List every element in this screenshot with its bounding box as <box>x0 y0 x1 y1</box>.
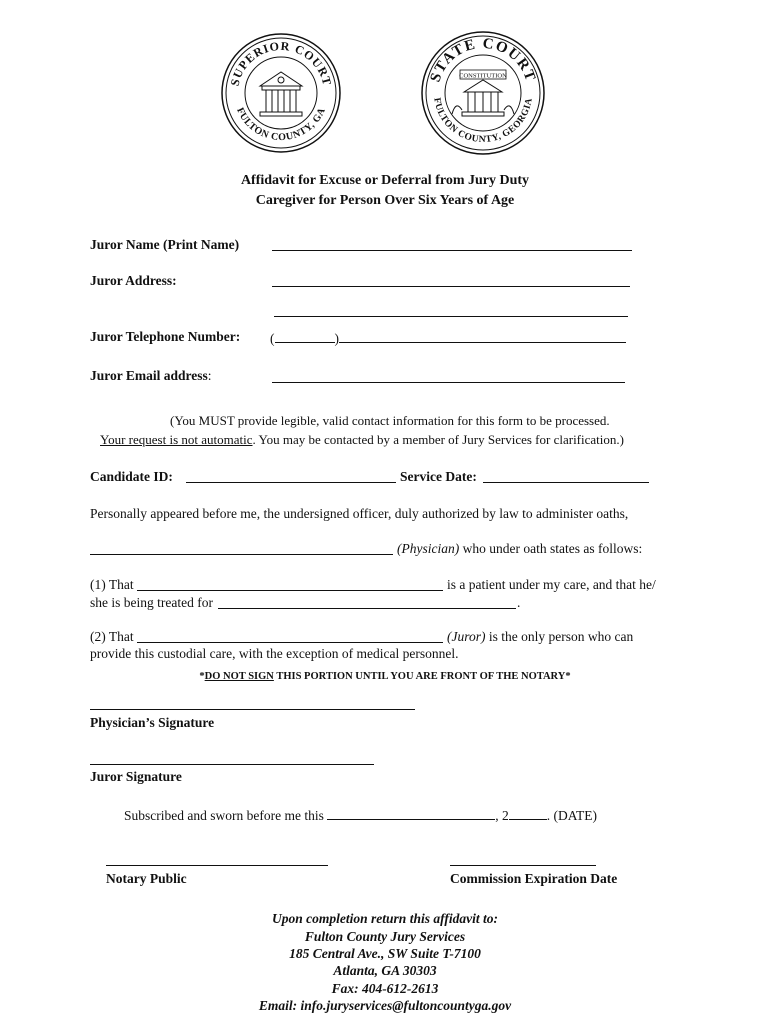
juror-address-field-2[interactable] <box>274 304 628 322</box>
item-2-prefix: (2) That <box>90 629 134 644</box>
footer-line-4: Atlanta, GA 30303 <box>333 963 437 978</box>
notice-line-1: (You MUST provide legible, valid contact information for this form to be processed. <box>170 413 610 428</box>
physician-italic: (Physician) <box>397 541 460 556</box>
sworn-day-field[interactable] <box>327 807 495 820</box>
item-2-line-2: provide this custodial care, with the exception of medical personnel. <box>90 646 459 661</box>
juror-signature-label: Juror Signature <box>90 769 182 784</box>
state-seal-top-text: STATE COURT <box>427 35 539 85</box>
warning-do-not-sign: DO NOT SIGN <box>204 671 274 682</box>
juror-signature-line[interactable] <box>90 752 374 770</box>
juror-phone-field[interactable] <box>270 330 626 347</box>
title-line-1: Affidavit for Excuse or Deferral from Jury Duty <box>240 173 530 188</box>
physician-rest: who under oath states as follows: <box>459 541 643 556</box>
physician-signature-label: Physician’s Signature <box>90 715 215 730</box>
juror-email-field[interactable] <box>272 370 625 388</box>
item-1-prefix: (1) That <box>90 577 134 592</box>
item-1-period: . <box>517 595 521 610</box>
juror-phone-label: Juror Telephone Number: <box>90 329 241 344</box>
physician-statement <box>397 541 642 557</box>
physician-signature-line[interactable] <box>90 697 415 715</box>
physician-name-field[interactable] <box>90 542 393 560</box>
patient-name-field[interactable] <box>137 578 443 596</box>
commission-date-line[interactable] <box>450 853 596 871</box>
sworn-prefix: Subscribed and sworn before me this <box>124 808 324 823</box>
sworn-year-field[interactable] <box>509 807 547 820</box>
juror-address-field-1[interactable] <box>272 274 630 292</box>
footer-line-3: 185 Central Ave., SW Suite T-7100 <box>289 946 481 961</box>
sworn-mid: , 2 <box>495 808 509 823</box>
phone-close-paren: ) <box>334 331 339 346</box>
candidate-id-field[interactable] <box>186 470 396 488</box>
title-line-2: Caregiver for Person Over Six Years of Age <box>255 193 515 208</box>
warning-star: * <box>199 671 205 682</box>
superior-court-seal-graphic <box>220 32 342 154</box>
item-1-suffix: is a patient under my care, and that he/ <box>447 577 656 592</box>
candidate-id-label: Candidate ID: <box>90 469 173 484</box>
notary-warning <box>0 671 770 682</box>
service-date-label: Service Date: <box>400 469 477 484</box>
superior-court-seal <box>220 32 342 154</box>
juror-email-colon: : <box>207 368 212 383</box>
juror-email-label <box>90 368 212 384</box>
juror-address-label: Juror Address: <box>90 273 177 288</box>
state-seal-banner: CONSTITUTION <box>459 72 507 80</box>
sworn-end: . (DATE) <box>546 808 597 823</box>
notary-public-label: Notary Public <box>106 871 187 886</box>
juror-name-field[interactable] <box>272 238 632 256</box>
notice-line-2 <box>100 432 624 448</box>
footer-line-1: Upon completion return this affidavit to: <box>272 911 498 926</box>
sworn-statement <box>124 807 597 824</box>
state-court-seal <box>420 30 546 156</box>
footer-email: Email: info.juryservices@fultoncountyga.gov <box>258 998 512 1013</box>
commission-expiration-label: Commission Expiration Date <box>450 871 618 886</box>
item-1-line-2-prefix: she is being treated for <box>90 595 213 610</box>
state-court-seal-graphic <box>420 30 546 156</box>
superior-seal-top-text: SUPERIOR COURT <box>227 38 335 88</box>
notice-line-2-rest: . You may be contacted by a member of Jury Services for clarification.) <box>252 432 624 447</box>
warning-rest: THIS PORTION UNTIL YOU ARE FRONT OF THE NOTARY* <box>273 671 571 682</box>
footer-line-5: Fax: 404-612-2613 <box>331 981 439 996</box>
service-date-field[interactable] <box>483 470 649 488</box>
item-2-juror-italic: (Juror) <box>447 629 486 644</box>
svg-text:SUPERIOR COURT <box>228 39 335 88</box>
treated-for-field[interactable] <box>218 596 516 614</box>
juror-name-label: Juror Name (Print Name) <box>90 237 240 252</box>
footer-line-2: Fulton County Jury Services <box>304 929 466 944</box>
state-seal-bottom-text: FULTON COUNTY, GEORGIA <box>431 97 535 146</box>
superior-seal-bottom-text: FULTON COUNTY, GA <box>234 105 328 144</box>
appeared-text: Personally appeared before me, the undersigned officer, duly authorized by law to administer oaths, <box>90 506 629 521</box>
item-2-suffix-text: is the only person who can <box>485 629 634 644</box>
phone-open-paren: ( <box>270 331 275 346</box>
juror-email-label-text: Juror Email address <box>90 368 208 383</box>
notice-not-automatic: Your request is not automatic <box>100 432 253 447</box>
notary-signature-line[interactable] <box>106 853 328 871</box>
item-2-suffix <box>447 629 633 645</box>
